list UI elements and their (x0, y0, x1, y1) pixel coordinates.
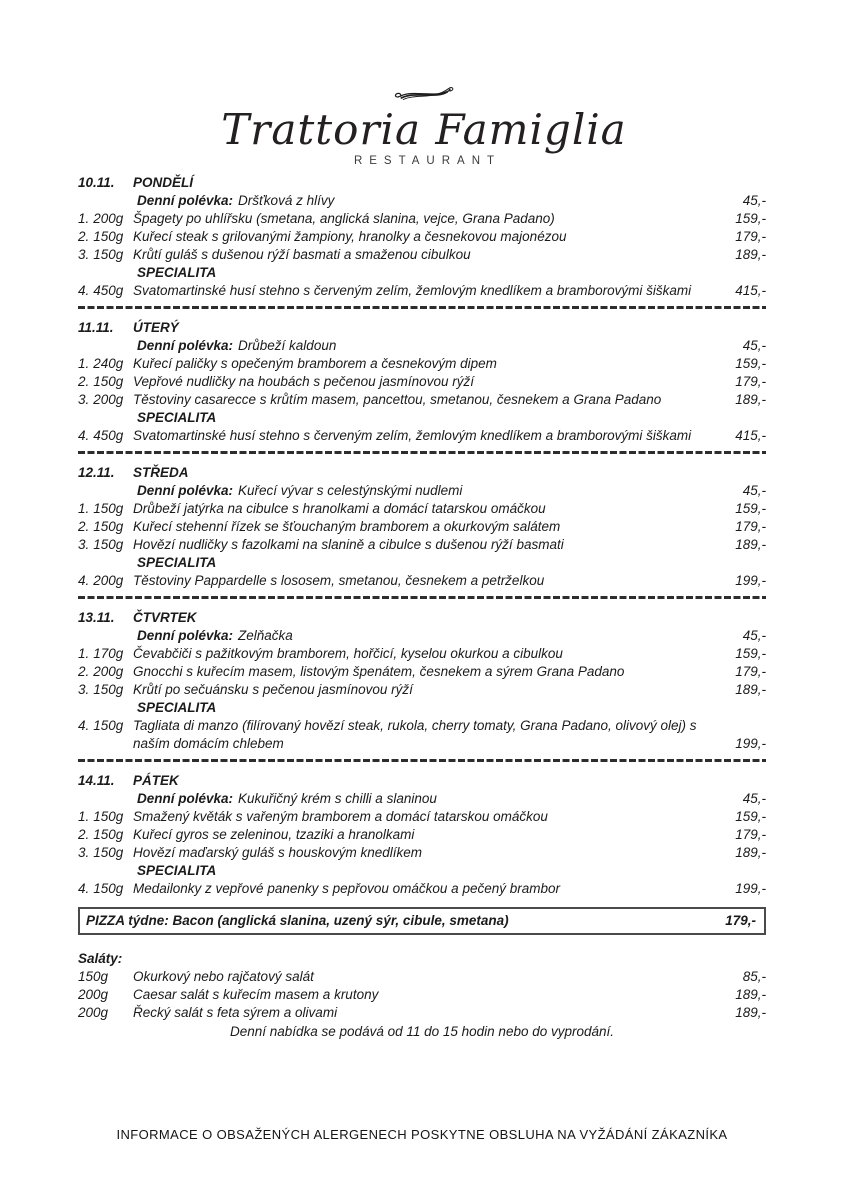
item-price: 159,- (735, 356, 766, 372)
item-price: 189,- (735, 247, 766, 263)
section-separator (78, 596, 766, 599)
item-weight: 150g (93, 247, 124, 263)
day-header (78, 464, 766, 482)
item-price: 189,- (735, 392, 766, 408)
soup-price: 45,- (742, 628, 766, 644)
allergen-notice: INFORMACE O OBSAŽENÝCH ALERGENECH POSKYTNE OBSLUHA NA VYŽÁDÁNÍ ZÁKAZNÍKA (116, 1127, 728, 1143)
pizza-desc: PIZZA týdne: Bacon (anglická slanina, uzený sýr, cibule, smetana) (86, 913, 509, 929)
restaurant-subtitle: RESTAURANT (353, 155, 502, 168)
item-number: 2. (78, 374, 90, 390)
item-weight: 150g (93, 519, 124, 535)
specialita-label: SPECIALITA (137, 265, 217, 281)
item-desc: Hovězí maďarský guláš s houskovým knedlíkem (133, 845, 423, 861)
day-date: 14.11. (78, 773, 115, 789)
item-number: 3. (78, 845, 90, 861)
specialita-row (78, 264, 766, 282)
menu-item (78, 373, 766, 391)
item-weight: 150g (78, 969, 109, 985)
section-separator (78, 759, 766, 762)
item-weight: 150g (93, 809, 124, 825)
item-number: 4. (78, 573, 90, 589)
item-desc: Těstoviny Pappardelle s lososem, smetanou, česnekem a petrželkou (133, 573, 545, 589)
specialita-row (78, 554, 766, 572)
menu-item (78, 844, 766, 862)
soup-name: Kuřecí vývar s celestýnskými nudlemi (238, 483, 463, 499)
item-price: 159,- (735, 646, 766, 662)
item-number: 1. (78, 501, 90, 517)
special-item (78, 427, 766, 445)
item-desc: Gnocchi s kuřecím masem, listovým špenátem, česnekem a sýrem Grana Padano (133, 664, 625, 680)
item-weight: 150g (93, 845, 124, 861)
day-header (78, 772, 766, 790)
day-date: 12.11. (78, 465, 115, 481)
specialita-label: SPECIALITA (137, 863, 217, 879)
item-desc: Svatomartinské husí stehno s červeným zelím, žemlovým knedlíkem a bramborovými šiškami (133, 283, 692, 299)
menu-item (78, 663, 766, 681)
item-desc: Čevabčiči s pažitkovým bramborem, hořčicí, kyselou okurkou a cibulkou (133, 646, 563, 662)
day-name: STŘEDA (133, 465, 189, 481)
item-number: 2. (78, 664, 90, 680)
item-weight: 200g (78, 987, 109, 1003)
item-number: 2. (78, 519, 90, 535)
day-section-tuesday (78, 319, 766, 454)
item-desc: Špagety po uhlířsku (smetana, anglická slanina, vejce, Grana Padano) (133, 211, 555, 227)
item-desc: Krůtí guláš s dušenou rýží basmati a smaženou cibulkou (133, 247, 471, 263)
specialita-row (78, 699, 766, 717)
day-name: PONDĚLÍ (133, 175, 194, 191)
soup-name: Dršťková z hlívy (238, 193, 335, 209)
item-number: 1. (78, 646, 90, 662)
day-name: ČTVRTEK (133, 610, 197, 626)
item-price: 189,- (735, 845, 766, 861)
item-desc: Kuřecí gyros se zeleninou, tzaziki a hranolkami (133, 827, 415, 843)
item-price: 179,- (735, 519, 766, 535)
item-price: 415,- (735, 283, 766, 299)
item-number: 4. (78, 283, 90, 299)
item-desc: Vepřové nudličky na houbách s pečenou jasmínovou rýží (133, 374, 474, 390)
section-separator (78, 306, 766, 309)
item-weight: 150g (93, 881, 124, 897)
menu-item (78, 536, 766, 554)
item-number: 1. (78, 211, 90, 227)
item-weight: 200g (93, 664, 124, 680)
specialita-label: SPECIALITA (137, 700, 217, 716)
salad-item (78, 986, 766, 1004)
soup-price: 45,- (742, 483, 766, 499)
soup-name: Drůbeží kaldoun (238, 338, 337, 354)
item-price: 189,- (735, 537, 766, 553)
item-weight: 150g (93, 229, 124, 245)
menu-item (78, 391, 766, 409)
item-price: 189,- (735, 682, 766, 698)
day-section-monday (78, 174, 766, 309)
specialita-row (78, 862, 766, 880)
item-desc: Hovězí nudličky s fazolkami na slanině a cibulce s dušenou rýží basmati (133, 537, 564, 553)
item-number: 1. (78, 356, 90, 372)
salads-label: Saláty: (78, 951, 123, 967)
soup-row (78, 627, 766, 645)
day-section-wednesday (78, 464, 766, 599)
menu-item (78, 681, 766, 699)
item-number: 4. (78, 718, 90, 734)
menu-item (78, 518, 766, 536)
pizza-price: 179,- (725, 913, 756, 929)
day-name: PÁTEK (133, 773, 179, 789)
special-item (78, 880, 766, 898)
item-weight: 150g (93, 718, 124, 734)
soup-label: Denní polévka: (137, 483, 234, 499)
menu-item (78, 645, 766, 663)
item-desc: Kuřecí stehenní řízek se šťouchaným bramborem a okurkovým salátem (133, 519, 561, 535)
item-price: 415,- (735, 428, 766, 444)
item-price: 179,- (735, 229, 766, 245)
item-price: 85,- (742, 969, 766, 985)
item-number: 4. (78, 428, 90, 444)
item-desc: Těstoviny casarecce s krůtím masem, pancettou, smetanou, česnekem a Grana Padano (133, 392, 662, 408)
day-date: 11.11. (78, 320, 114, 336)
item-desc: Tagliata di manzo (filírovaný hovězí steak, rukola, cherry tomaty, Grana Padano, olivový olej) s naším domácím chlebem (133, 718, 697, 752)
salads-section (78, 950, 766, 1041)
item-weight: 170g (93, 646, 124, 662)
item-price: 199,- (735, 881, 766, 897)
item-price: 199,- (735, 573, 766, 589)
soup-row (78, 192, 766, 210)
restaurant-logo (0, 80, 848, 167)
item-price: 179,- (735, 827, 766, 843)
item-price: 189,- (735, 987, 766, 1003)
item-weight: 150g (93, 827, 124, 843)
item-number: 4. (78, 881, 90, 897)
day-date: 13.11. (78, 610, 115, 626)
section-separator (78, 451, 766, 454)
restaurant-name: Trattoria Famiglia (221, 105, 627, 154)
item-weight: 450g (93, 283, 124, 299)
menu-item (78, 808, 766, 826)
soup-label: Denní polévka: (137, 193, 234, 209)
item-weight: 450g (93, 428, 124, 444)
day-header (78, 319, 766, 337)
special-item (78, 717, 766, 753)
menu-item (78, 826, 766, 844)
item-price: 179,- (735, 664, 766, 680)
soup-label: Denní polévka: (137, 791, 234, 807)
item-price: 199,- (735, 736, 766, 752)
weekly-menu (78, 174, 766, 1142)
soup-price: 45,- (742, 338, 766, 354)
day-name: ÚTERÝ (133, 320, 179, 336)
special-item (78, 282, 766, 300)
item-desc: Řecký salát s feta sýrem a olivami (133, 1005, 338, 1021)
item-weight: 200g (93, 573, 124, 589)
item-number: 3. (78, 537, 90, 553)
salad-item (78, 1004, 766, 1022)
item-desc: Krůtí po sečuánsku s pečenou jasmínovou rýží (133, 682, 413, 698)
soup-name: Zelňačka (238, 628, 293, 644)
item-desc: Kuřecí paličky s opečeným bramborem a česnekovým dipem (133, 356, 497, 372)
item-desc: Medailonky z vepřové panenky s pepřovou omáčkou a pečený brambor (133, 881, 560, 897)
item-weight: 240g (93, 356, 124, 372)
item-weight: 200g (93, 392, 124, 408)
menu-item (78, 246, 766, 264)
day-date: 10.11. (78, 175, 115, 191)
pizza-of-week-box (78, 907, 766, 935)
flourish-icon (0, 80, 848, 106)
menu-item (78, 228, 766, 246)
item-weight: 150g (93, 374, 124, 390)
salad-item (78, 968, 766, 986)
soup-row (78, 482, 766, 500)
soup-row (78, 337, 766, 355)
item-price: 179,- (735, 374, 766, 390)
menu-item (78, 355, 766, 373)
item-price: 159,- (735, 809, 766, 825)
soup-price: 45,- (742, 791, 766, 807)
specialita-row (78, 409, 766, 427)
item-desc: Okurkový nebo rajčatový salát (133, 969, 314, 985)
item-weight: 150g (93, 682, 124, 698)
day-section-thursday (78, 609, 766, 762)
item-price: 159,- (735, 501, 766, 517)
soup-row (78, 790, 766, 808)
item-weight: 150g (93, 537, 124, 553)
item-number: 3. (78, 392, 90, 408)
day-section-friday (78, 772, 766, 898)
item-weight: 200g (93, 211, 124, 227)
item-price: 189,- (735, 1005, 766, 1021)
menu-item (78, 210, 766, 228)
item-weight: 150g (93, 501, 124, 517)
item-desc: Svatomartinské husí stehno s červeným zelím, žemlovým knedlíkem a bramborovými šiškami (133, 428, 692, 444)
soup-label: Denní polévka: (137, 628, 234, 644)
item-weight: 200g (78, 1005, 109, 1021)
item-number: 1. (78, 809, 90, 825)
soup-price: 45,- (742, 193, 766, 209)
item-number: 2. (78, 229, 90, 245)
day-header (78, 609, 766, 627)
soup-label: Denní polévka: (137, 338, 234, 354)
item-desc: Smažený květák s vařeným bramborem a domácí tatarskou omáčkou (133, 809, 548, 825)
availability-note: Denní nabídka se podává od 11 do 15 hodin nebo do vyprodání. (229, 1024, 615, 1040)
specialita-label: SPECIALITA (137, 555, 217, 571)
day-header (78, 174, 766, 192)
item-price: 159,- (735, 211, 766, 227)
item-desc: Drůbeží jatýrka na cibulce s hranolkami a domácí tatarskou omáčkou (133, 501, 546, 517)
item-number: 2. (78, 827, 90, 843)
item-number: 3. (78, 682, 90, 698)
item-desc: Caesar salát s kuřecím masem a krutony (133, 987, 379, 1003)
special-item (78, 572, 766, 590)
item-desc: Kuřecí steak s grilovanými žampiony, hranolky a česnekovou majonézou (133, 229, 567, 245)
specialita-label: SPECIALITA (137, 410, 217, 426)
soup-name: Kukuřičný krém s chilli a slaninou (238, 791, 437, 807)
item-number: 3. (78, 247, 90, 263)
menu-item (78, 500, 766, 518)
